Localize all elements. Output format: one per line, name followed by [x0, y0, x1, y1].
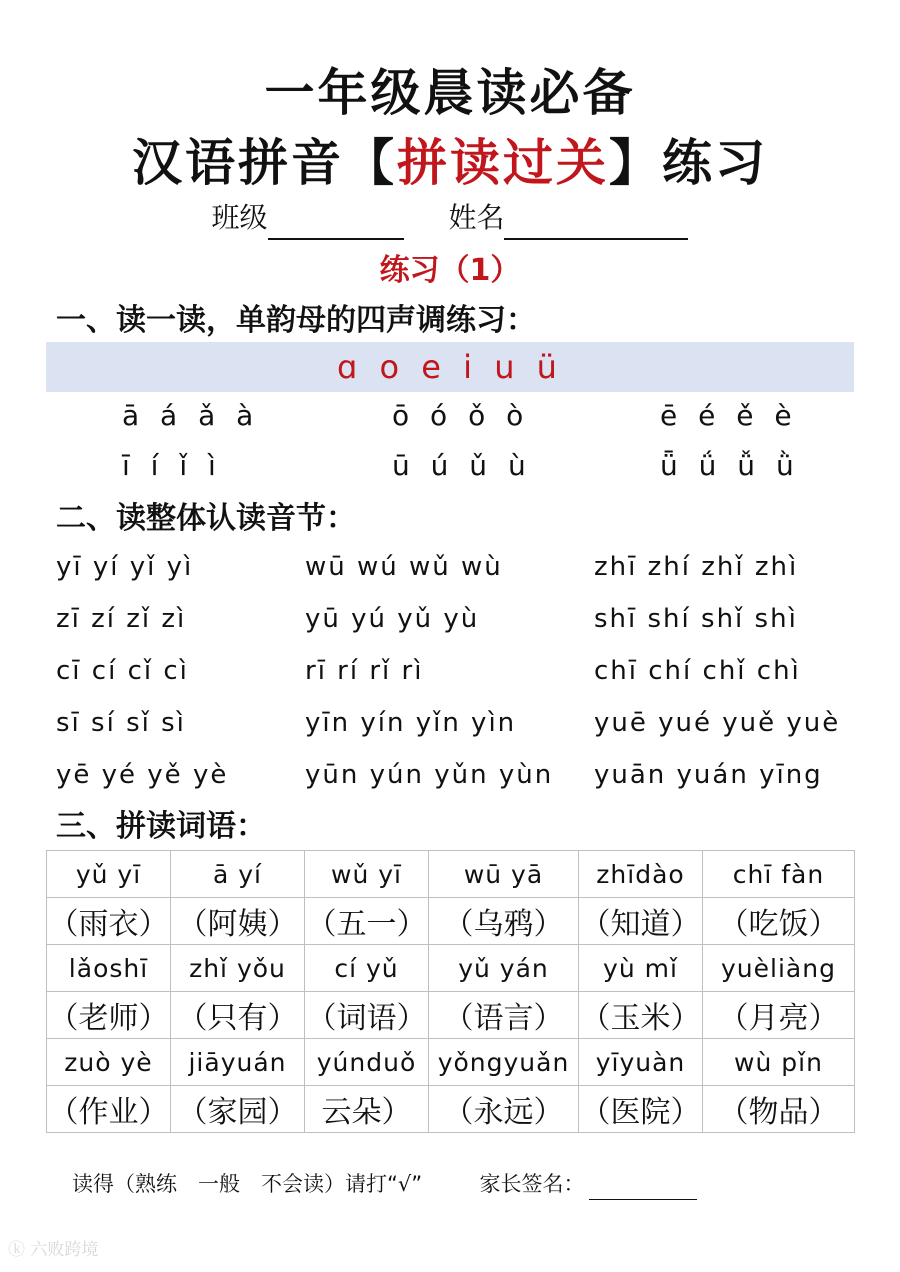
word-hanzi: （乌鸦） — [429, 898, 579, 945]
word-pinyin: zuò yè — [47, 1039, 171, 1086]
word-hanzi: （老师） — [47, 992, 171, 1039]
signature-blank[interactable] — [589, 1173, 697, 1200]
word-hanzi: （雨衣） — [47, 898, 171, 945]
syllable-row — [0, 596, 900, 642]
page-title: 一年级晨读必备 — [264, 64, 636, 122]
syllable-group: wū wú wǔ wù — [305, 552, 503, 582]
tone-group: ū ú ǔ ù — [392, 449, 532, 482]
word-pinyin: wù pǐn — [703, 1039, 855, 1086]
pinyin-row — [47, 1039, 855, 1086]
watermark-text: 六败跨境 — [30, 1240, 99, 1260]
word-pinyin: wǔ yī — [305, 851, 429, 898]
section2-heading: 二、读整体认读音节： — [56, 501, 356, 536]
word-pinyin: yǔ yī — [47, 851, 171, 898]
word-pinyin: yuèliàng — [703, 945, 855, 992]
word-hanzi: （只有） — [171, 992, 305, 1039]
word-pinyin: wū yā — [429, 851, 579, 898]
name-field — [448, 196, 688, 240]
class-field — [212, 196, 404, 240]
syllable-group: chī chí chǐ chì — [594, 656, 801, 686]
syllable-group: shī shí shǐ shì — [594, 604, 798, 634]
tone-group: ī í ǐ ì — [122, 449, 222, 482]
word-hanzi: （月亮） — [703, 992, 855, 1039]
syllable-group: yī yí yǐ yì — [56, 552, 194, 582]
hanzi-row — [47, 898, 855, 945]
exercise-title: 练习（1） — [379, 253, 521, 288]
section1-heading: 一、读一读，单韵母的四声调练习： — [56, 303, 536, 338]
word-hanzi: （医院） — [579, 1086, 703, 1133]
word-hanzi: （五一） — [305, 898, 429, 945]
hanzi-row — [47, 992, 855, 1039]
signature-label: 家长签名： — [479, 1172, 585, 1196]
student-info — [0, 196, 900, 240]
class-label: 班级 — [211, 201, 268, 234]
tone-row — [0, 394, 900, 438]
syllable-group: zhī zhí zhǐ zhì — [594, 552, 799, 582]
section3-heading: 三、拼读词语： — [56, 809, 266, 844]
vowel-list: ɑ o e i u ü — [337, 348, 563, 386]
syllable-row — [0, 648, 900, 694]
syllable-group: rī rí rǐ rì — [305, 656, 424, 686]
syllable-group: yūn yún yǔn yùn — [305, 760, 554, 790]
name-blank[interactable] — [504, 204, 688, 240]
vowel-band — [46, 342, 854, 392]
tone-group: ā á ǎ à — [122, 399, 260, 432]
syllable-group: yē yé yě yè — [56, 760, 229, 790]
page-subtitle — [0, 128, 900, 198]
word-hanzi: （语言） — [429, 992, 579, 1039]
word-hanzi: （作业） — [47, 1086, 171, 1133]
syllable-group: yuān yuán yīng — [594, 760, 823, 790]
class-blank[interactable] — [268, 204, 404, 240]
syllable-group: yuē yué yuě yuè — [594, 708, 841, 738]
word-pinyin: jiāyuán — [171, 1039, 305, 1086]
word-hanzi: （吃饭） — [703, 898, 855, 945]
word-pinyin: zhīdào — [579, 851, 703, 898]
reading-instruction: 读得（熟练 一般 不会读）请打“√” — [72, 1172, 423, 1196]
hanzi-row — [47, 1086, 855, 1133]
word-table — [46, 850, 855, 1133]
footer — [72, 1168, 697, 1200]
syllable-row — [0, 544, 900, 590]
watermark-logo-icon: ⓚ — [8, 1240, 25, 1260]
pinyin-row — [47, 851, 855, 898]
word-hanzi: 云朵） — [305, 1086, 429, 1133]
word-hanzi: （阿姨） — [171, 898, 305, 945]
tone-row — [0, 444, 900, 488]
subtitle-suffix: 】练习 — [609, 134, 768, 192]
syllable-group: yīn yín yǐn yìn — [305, 708, 517, 738]
word-pinyin: chī fàn — [703, 851, 855, 898]
word-pinyin: yǔ yán — [429, 945, 579, 992]
syllable-group: zī zí zǐ zì — [56, 604, 187, 634]
word-pinyin: cí yǔ — [305, 945, 429, 992]
word-hanzi: （词语） — [305, 992, 429, 1039]
syllable-group: yū yú yǔ yù — [305, 604, 480, 634]
word-pinyin: ā yí — [171, 851, 305, 898]
tone-group: ē é ě è — [660, 399, 798, 432]
word-hanzi: （家园） — [171, 1086, 305, 1133]
subtitle-highlight: 拼读过关 — [397, 134, 609, 192]
word-pinyin: lǎoshī — [47, 945, 171, 992]
watermark — [8, 1236, 98, 1264]
pinyin-row — [47, 945, 855, 992]
word-hanzi: （物品） — [703, 1086, 855, 1133]
syllable-row — [0, 752, 900, 798]
word-pinyin: yīyuàn — [579, 1039, 703, 1086]
syllable-group: cī cí cǐ cì — [56, 656, 189, 686]
tone-group: ō ó ǒ ò — [392, 399, 530, 432]
tone-group: ǖ ǘ ǚ ǜ — [660, 449, 800, 482]
word-pinyin: yǒngyuǎn — [429, 1039, 579, 1086]
name-label: 姓名 — [448, 201, 505, 234]
subtitle-prefix: 汉语拼音【 — [132, 134, 397, 192]
word-hanzi: （知道） — [579, 898, 703, 945]
word-hanzi: （玉米） — [579, 992, 703, 1039]
syllable-group: sī sí sǐ sì — [56, 708, 186, 738]
syllable-row — [0, 700, 900, 746]
word-pinyin: yù mǐ — [579, 945, 703, 992]
word-pinyin: zhǐ yǒu — [171, 945, 305, 992]
word-pinyin: yúnduǒ — [305, 1039, 429, 1086]
word-hanzi: （永远） — [429, 1086, 579, 1133]
